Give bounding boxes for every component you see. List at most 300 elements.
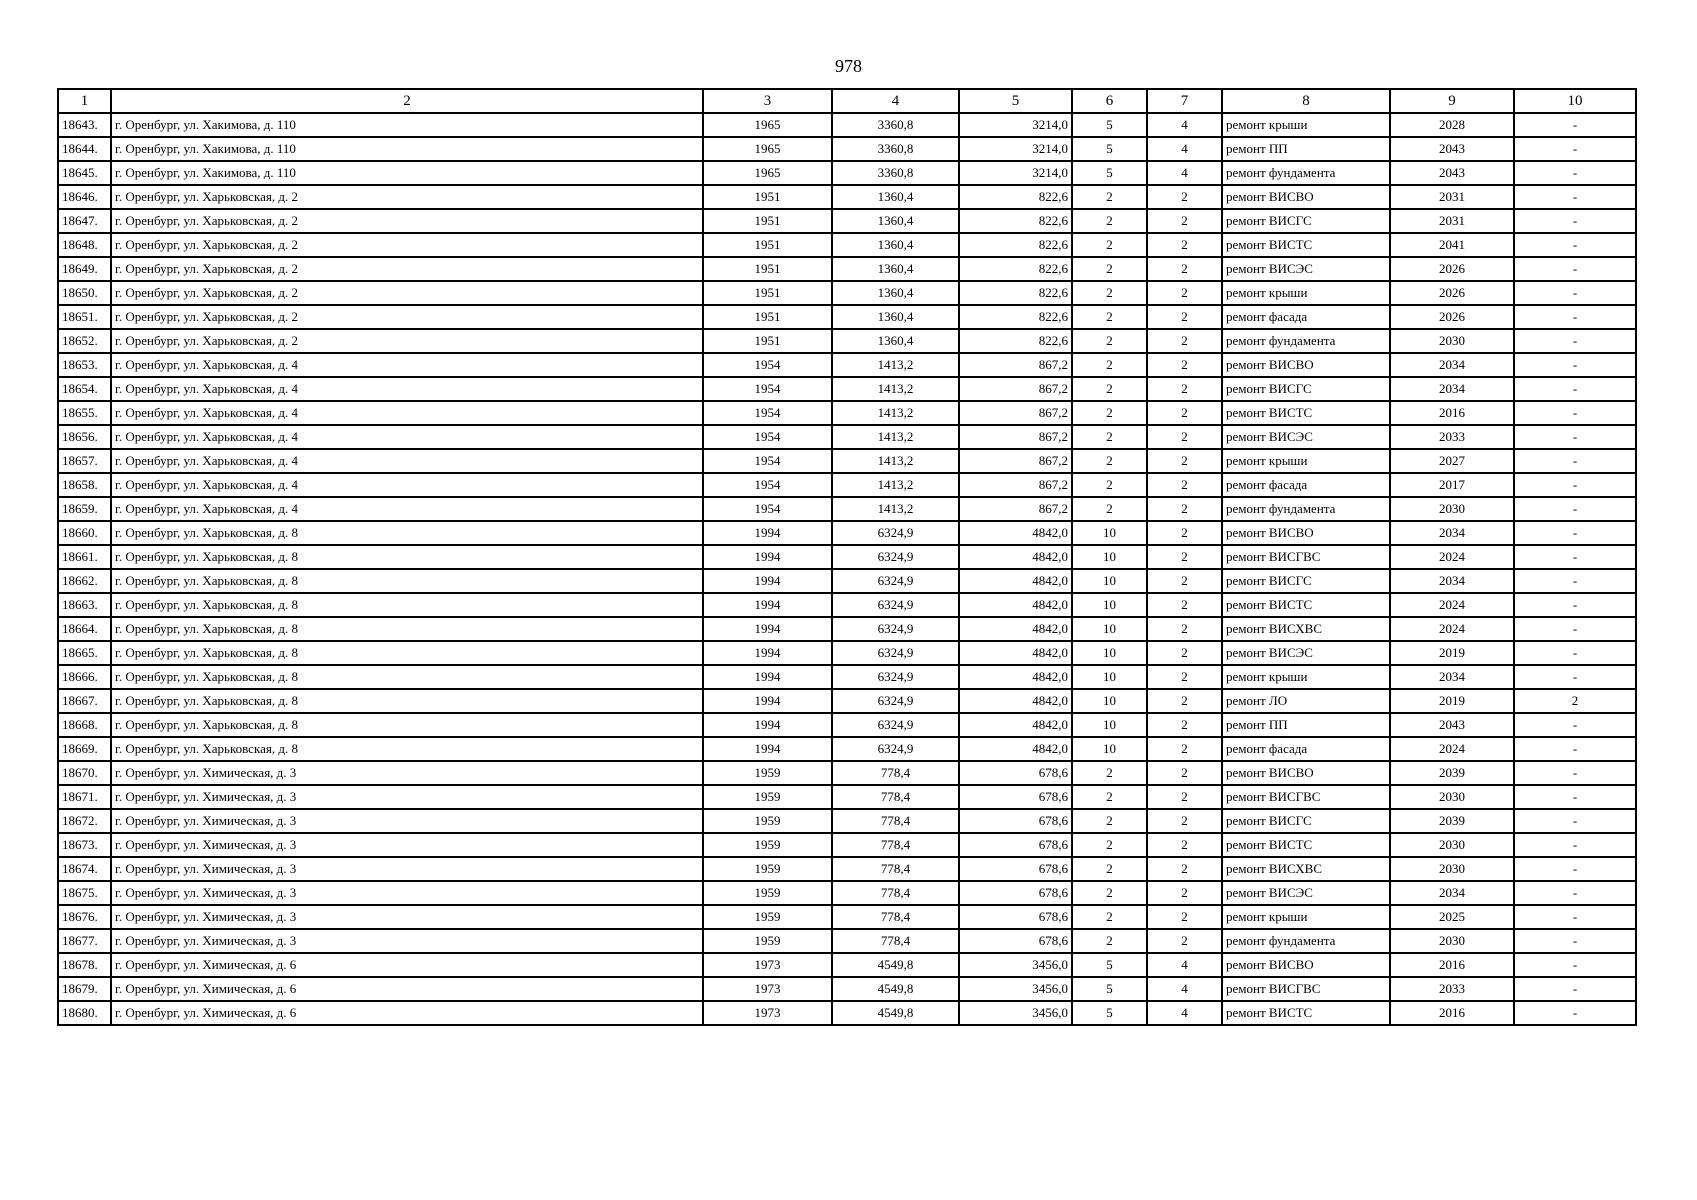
note-cell: - (1514, 1001, 1636, 1025)
row-number-cell: 18657. (58, 449, 111, 473)
living-area-cell: 678,6 (959, 857, 1072, 881)
floors-cell: 2 (1072, 185, 1147, 209)
address-cell: г. Оренбург, ул. Харьковская, д. 8 (111, 569, 703, 593)
planned-year-cell: 2026 (1390, 305, 1514, 329)
row-number-cell: 18673. (58, 833, 111, 857)
work-type-cell: ремонт крыши (1222, 449, 1390, 473)
address-cell: г. Оренбург, ул. Химическая, д. 3 (111, 929, 703, 953)
address-cell: г. Оренбург, ул. Харьковская, д. 2 (111, 185, 703, 209)
row-number-cell: 18667. (58, 689, 111, 713)
work-type-cell: ремонт ВИСГВС (1222, 545, 1390, 569)
work-type-cell: ремонт ВИСГС (1222, 377, 1390, 401)
floors-cell: 5 (1072, 161, 1147, 185)
planned-year-cell: 2024 (1390, 617, 1514, 641)
table-row (58, 425, 1636, 449)
table-row (58, 689, 1636, 713)
floors-cell: 2 (1072, 881, 1147, 905)
row-number-cell: 18679. (58, 977, 111, 1001)
planned-year-cell: 2033 (1390, 977, 1514, 1001)
total-area-cell: 4549,8 (832, 1001, 959, 1025)
work-type-cell: ремонт ВИСТС (1222, 593, 1390, 617)
planned-year-cell: 2034 (1390, 353, 1514, 377)
floors-cell: 5 (1072, 977, 1147, 1001)
note-cell: - (1514, 233, 1636, 257)
total-area-cell: 6324,9 (832, 713, 959, 737)
table-row (58, 545, 1636, 569)
work-type-cell: ремонт ВИСТС (1222, 1001, 1390, 1025)
column-header: 3 (703, 89, 832, 113)
table-row (58, 569, 1636, 593)
total-area-cell: 1413,2 (832, 401, 959, 425)
table-row (58, 329, 1636, 353)
planned-year-cell: 2034 (1390, 521, 1514, 545)
address-cell: г. Оренбург, ул. Химическая, д. 6 (111, 977, 703, 1001)
planned-year-cell: 2043 (1390, 137, 1514, 161)
planned-year-cell: 2043 (1390, 713, 1514, 737)
living-area-cell: 822,6 (959, 257, 1072, 281)
year-built-cell: 1994 (703, 545, 832, 569)
floors-cell: 2 (1072, 905, 1147, 929)
table-row (58, 305, 1636, 329)
year-built-cell: 1959 (703, 809, 832, 833)
table-row (58, 185, 1636, 209)
entrances-cell: 2 (1147, 353, 1222, 377)
year-built-cell: 1994 (703, 737, 832, 761)
year-built-cell: 1994 (703, 617, 832, 641)
entrances-cell: 2 (1147, 617, 1222, 641)
planned-year-cell: 2030 (1390, 329, 1514, 353)
table-row (58, 905, 1636, 929)
note-cell: - (1514, 401, 1636, 425)
note-cell: - (1514, 353, 1636, 377)
planned-year-cell: 2034 (1390, 377, 1514, 401)
note-cell: 2 (1514, 689, 1636, 713)
entrances-cell: 4 (1147, 137, 1222, 161)
planned-year-cell: 2030 (1390, 785, 1514, 809)
table-row (58, 401, 1636, 425)
table-row (58, 257, 1636, 281)
note-cell: - (1514, 905, 1636, 929)
entrances-cell: 2 (1147, 833, 1222, 857)
planned-year-cell: 2017 (1390, 473, 1514, 497)
table-row (58, 881, 1636, 905)
work-type-cell: ремонт ВИСЭС (1222, 425, 1390, 449)
row-number-cell: 18666. (58, 665, 111, 689)
address-cell: г. Оренбург, ул. Харьковская, д. 4 (111, 497, 703, 521)
total-area-cell: 6324,9 (832, 617, 959, 641)
work-type-cell: ремонт ВИСВО (1222, 353, 1390, 377)
entrances-cell: 2 (1147, 209, 1222, 233)
address-cell: г. Оренбург, ул. Химическая, д. 3 (111, 761, 703, 785)
entrances-cell: 2 (1147, 233, 1222, 257)
entrances-cell: 2 (1147, 425, 1222, 449)
planned-year-cell: 2043 (1390, 161, 1514, 185)
living-area-cell: 678,6 (959, 881, 1072, 905)
planned-year-cell: 2030 (1390, 497, 1514, 521)
table-row (58, 977, 1636, 1001)
row-number-cell: 18646. (58, 185, 111, 209)
floors-cell: 10 (1072, 689, 1147, 713)
note-cell: - (1514, 545, 1636, 569)
planned-year-cell: 2039 (1390, 809, 1514, 833)
living-area-cell: 867,2 (959, 497, 1072, 521)
note-cell: - (1514, 881, 1636, 905)
floors-cell: 10 (1072, 713, 1147, 737)
planned-year-cell: 2024 (1390, 737, 1514, 761)
year-built-cell: 1965 (703, 113, 832, 137)
year-built-cell: 1954 (703, 449, 832, 473)
work-type-cell: ремонт фасада (1222, 305, 1390, 329)
row-number-cell: 18649. (58, 257, 111, 281)
address-cell: г. Оренбург, ул. Химическая, д. 6 (111, 1001, 703, 1025)
year-built-cell: 1994 (703, 569, 832, 593)
entrances-cell: 2 (1147, 905, 1222, 929)
entrances-cell: 2 (1147, 257, 1222, 281)
entrances-cell: 2 (1147, 737, 1222, 761)
note-cell: - (1514, 953, 1636, 977)
row-number-cell: 18652. (58, 329, 111, 353)
total-area-cell: 6324,9 (832, 521, 959, 545)
table-row (58, 449, 1636, 473)
planned-year-cell: 2019 (1390, 641, 1514, 665)
row-number-cell: 18658. (58, 473, 111, 497)
note-cell: - (1514, 617, 1636, 641)
planned-year-cell: 2034 (1390, 881, 1514, 905)
planned-year-cell: 2026 (1390, 257, 1514, 281)
note-cell: - (1514, 473, 1636, 497)
year-built-cell: 1994 (703, 641, 832, 665)
entrances-cell: 4 (1147, 1001, 1222, 1025)
total-area-cell: 1360,4 (832, 281, 959, 305)
total-area-cell: 6324,9 (832, 545, 959, 569)
floors-cell: 2 (1072, 281, 1147, 305)
table-row (58, 857, 1636, 881)
row-number-cell: 18664. (58, 617, 111, 641)
address-cell: г. Оренбург, ул. Харьковская, д. 8 (111, 617, 703, 641)
planned-year-cell: 2030 (1390, 857, 1514, 881)
column-number-row (58, 89, 1636, 113)
table-row (58, 1001, 1636, 1025)
year-built-cell: 1954 (703, 497, 832, 521)
floors-cell: 2 (1072, 497, 1147, 521)
work-type-cell: ремонт ВИСЭС (1222, 257, 1390, 281)
work-type-cell: ремонт ВИСТС (1222, 833, 1390, 857)
row-number-cell: 18653. (58, 353, 111, 377)
table-row (58, 377, 1636, 401)
floors-cell: 2 (1072, 809, 1147, 833)
row-number-cell: 18678. (58, 953, 111, 977)
address-cell: г. Оренбург, ул. Харьковская, д. 4 (111, 425, 703, 449)
total-area-cell: 6324,9 (832, 593, 959, 617)
planned-year-cell: 2024 (1390, 545, 1514, 569)
entrances-cell: 2 (1147, 809, 1222, 833)
living-area-cell: 822,6 (959, 233, 1072, 257)
year-built-cell: 1959 (703, 833, 832, 857)
table-row (58, 209, 1636, 233)
work-type-cell: ремонт ПП (1222, 713, 1390, 737)
entrances-cell: 2 (1147, 713, 1222, 737)
entrances-cell: 2 (1147, 449, 1222, 473)
floors-cell: 5 (1072, 137, 1147, 161)
living-area-cell: 3456,0 (959, 977, 1072, 1001)
floors-cell: 2 (1072, 329, 1147, 353)
work-type-cell: ремонт крыши (1222, 665, 1390, 689)
year-built-cell: 1959 (703, 857, 832, 881)
work-type-cell: ремонт ПП (1222, 137, 1390, 161)
table-row (58, 521, 1636, 545)
row-number-cell: 18648. (58, 233, 111, 257)
address-cell: г. Оренбург, ул. Хакимова, д. 110 (111, 137, 703, 161)
entrances-cell: 2 (1147, 521, 1222, 545)
row-number-cell: 18670. (58, 761, 111, 785)
column-header: 7 (1147, 89, 1222, 113)
living-area-cell: 4842,0 (959, 665, 1072, 689)
entrances-cell: 2 (1147, 281, 1222, 305)
row-number-cell: 18675. (58, 881, 111, 905)
column-header: 5 (959, 89, 1072, 113)
note-cell: - (1514, 833, 1636, 857)
address-cell: г. Оренбург, ул. Харьковская, д. 2 (111, 257, 703, 281)
year-built-cell: 1954 (703, 401, 832, 425)
total-area-cell: 1360,4 (832, 257, 959, 281)
address-cell: г. Оренбург, ул. Харьковская, д. 2 (111, 209, 703, 233)
note-cell: - (1514, 497, 1636, 521)
living-area-cell: 867,2 (959, 401, 1072, 425)
address-cell: г. Оренбург, ул. Харьковская, д. 4 (111, 449, 703, 473)
entrances-cell: 2 (1147, 569, 1222, 593)
entrances-cell: 2 (1147, 761, 1222, 785)
address-cell: г. Оренбург, ул. Харьковская, д. 2 (111, 329, 703, 353)
year-built-cell: 1994 (703, 521, 832, 545)
address-cell: г. Оренбург, ул. Харьковская, д. 4 (111, 473, 703, 497)
note-cell: - (1514, 425, 1636, 449)
total-area-cell: 4549,8 (832, 953, 959, 977)
year-built-cell: 1954 (703, 425, 832, 449)
planned-year-cell: 2033 (1390, 425, 1514, 449)
total-area-cell: 1413,2 (832, 449, 959, 473)
living-area-cell: 4842,0 (959, 617, 1072, 641)
entrances-cell: 2 (1147, 473, 1222, 497)
table-row (58, 665, 1636, 689)
living-area-cell: 3456,0 (959, 1001, 1072, 1025)
living-area-cell: 822,6 (959, 185, 1072, 209)
note-cell: - (1514, 257, 1636, 281)
floors-cell: 2 (1072, 929, 1147, 953)
table-row (58, 161, 1636, 185)
floors-cell: 5 (1072, 953, 1147, 977)
row-number-cell: 18669. (58, 737, 111, 761)
row-number-cell: 18672. (58, 809, 111, 833)
column-header: 10 (1514, 89, 1636, 113)
living-area-cell: 3214,0 (959, 113, 1072, 137)
floors-cell: 10 (1072, 737, 1147, 761)
living-area-cell: 3214,0 (959, 161, 1072, 185)
column-header: 6 (1072, 89, 1147, 113)
entrances-cell: 2 (1147, 401, 1222, 425)
total-area-cell: 1360,4 (832, 209, 959, 233)
planned-year-cell: 2031 (1390, 185, 1514, 209)
planned-year-cell: 2026 (1390, 281, 1514, 305)
work-type-cell: ремонт ВИСГВС (1222, 785, 1390, 809)
year-built-cell: 1959 (703, 881, 832, 905)
living-area-cell: 867,2 (959, 473, 1072, 497)
floors-cell: 2 (1072, 305, 1147, 329)
note-cell: - (1514, 329, 1636, 353)
address-cell: г. Оренбург, ул. Харьковская, д. 8 (111, 641, 703, 665)
address-cell: г. Оренбург, ул. Харьковская, д. 4 (111, 401, 703, 425)
entrances-cell: 2 (1147, 329, 1222, 353)
total-area-cell: 1413,2 (832, 377, 959, 401)
floors-cell: 10 (1072, 641, 1147, 665)
total-area-cell: 1360,4 (832, 305, 959, 329)
planned-year-cell: 2039 (1390, 761, 1514, 785)
floors-cell: 10 (1072, 593, 1147, 617)
total-area-cell: 1413,2 (832, 497, 959, 521)
address-cell: г. Оренбург, ул. Хакимова, д. 110 (111, 161, 703, 185)
year-built-cell: 1965 (703, 161, 832, 185)
row-number-cell: 18650. (58, 281, 111, 305)
total-area-cell: 778,4 (832, 809, 959, 833)
floors-cell: 2 (1072, 449, 1147, 473)
work-type-cell: ремонт ЛО (1222, 689, 1390, 713)
row-number-cell: 18661. (58, 545, 111, 569)
work-type-cell: ремонт фундамента (1222, 497, 1390, 521)
living-area-cell: 3214,0 (959, 137, 1072, 161)
row-number-cell: 18662. (58, 569, 111, 593)
work-type-cell: ремонт ВИСВО (1222, 761, 1390, 785)
floors-cell: 5 (1072, 1001, 1147, 1025)
living-area-cell: 4842,0 (959, 737, 1072, 761)
row-number-cell: 18647. (58, 209, 111, 233)
floors-cell: 2 (1072, 785, 1147, 809)
planned-year-cell: 2016 (1390, 1001, 1514, 1025)
note-cell: - (1514, 665, 1636, 689)
year-built-cell: 1954 (703, 353, 832, 377)
planned-year-cell: 2031 (1390, 209, 1514, 233)
year-built-cell: 1951 (703, 209, 832, 233)
living-area-cell: 4842,0 (959, 545, 1072, 569)
year-built-cell: 1965 (703, 137, 832, 161)
column-header: 1 (58, 89, 111, 113)
entrances-cell: 2 (1147, 857, 1222, 881)
floors-cell: 2 (1072, 857, 1147, 881)
floors-cell: 5 (1072, 113, 1147, 137)
address-cell: г. Оренбург, ул. Харьковская, д. 8 (111, 521, 703, 545)
entrances-cell: 2 (1147, 377, 1222, 401)
address-cell: г. Оренбург, ул. Харьковская, д. 2 (111, 233, 703, 257)
entrances-cell: 4 (1147, 953, 1222, 977)
total-area-cell: 778,4 (832, 929, 959, 953)
note-cell: - (1514, 569, 1636, 593)
table-row (58, 809, 1636, 833)
address-cell: г. Оренбург, ул. Харьковская, д. 8 (111, 689, 703, 713)
living-area-cell: 4842,0 (959, 569, 1072, 593)
note-cell: - (1514, 761, 1636, 785)
entrances-cell: 2 (1147, 785, 1222, 809)
address-cell: г. Оренбург, ул. Химическая, д. 3 (111, 833, 703, 857)
total-area-cell: 6324,9 (832, 737, 959, 761)
table-row (58, 353, 1636, 377)
total-area-cell: 778,4 (832, 881, 959, 905)
year-built-cell: 1951 (703, 257, 832, 281)
table-body (58, 113, 1636, 1025)
note-cell: - (1514, 449, 1636, 473)
address-cell: г. Оренбург, ул. Химическая, д. 6 (111, 953, 703, 977)
work-type-cell: ремонт ВИСВО (1222, 953, 1390, 977)
planned-year-cell: 2016 (1390, 953, 1514, 977)
total-area-cell: 6324,9 (832, 641, 959, 665)
table-row (58, 761, 1636, 785)
floors-cell: 2 (1072, 761, 1147, 785)
note-cell: - (1514, 593, 1636, 617)
entrances-cell: 2 (1147, 665, 1222, 689)
planned-year-cell: 2016 (1390, 401, 1514, 425)
work-type-cell: ремонт ВИСХВС (1222, 617, 1390, 641)
work-type-cell: ремонт крыши (1222, 905, 1390, 929)
column-header: 8 (1222, 89, 1390, 113)
table-row (58, 593, 1636, 617)
living-area-cell: 4842,0 (959, 713, 1072, 737)
row-number-cell: 18654. (58, 377, 111, 401)
note-cell: - (1514, 809, 1636, 833)
floors-cell: 10 (1072, 617, 1147, 641)
address-cell: г. Оренбург, ул. Харьковская, д. 8 (111, 545, 703, 569)
work-type-cell: ремонт фундамента (1222, 161, 1390, 185)
work-type-cell: ремонт ВИСЭС (1222, 641, 1390, 665)
total-area-cell: 3360,8 (832, 161, 959, 185)
table-row (58, 281, 1636, 305)
entrances-cell: 4 (1147, 977, 1222, 1001)
entrances-cell: 4 (1147, 161, 1222, 185)
entrances-cell: 2 (1147, 929, 1222, 953)
note-cell: - (1514, 137, 1636, 161)
row-number-cell: 18671. (58, 785, 111, 809)
address-cell: г. Оренбург, ул. Хакимова, д. 110 (111, 113, 703, 137)
address-cell: г. Оренбург, ул. Харьковская, д. 2 (111, 305, 703, 329)
floors-cell: 2 (1072, 425, 1147, 449)
address-cell: г. Оренбург, ул. Харьковская, д. 8 (111, 737, 703, 761)
planned-year-cell: 2041 (1390, 233, 1514, 257)
living-area-cell: 822,6 (959, 209, 1072, 233)
entrances-cell: 4 (1147, 113, 1222, 137)
year-built-cell: 1951 (703, 305, 832, 329)
year-built-cell: 1951 (703, 329, 832, 353)
floors-cell: 2 (1072, 353, 1147, 377)
work-type-cell: ремонт крыши (1222, 281, 1390, 305)
planned-year-cell: 2028 (1390, 113, 1514, 137)
work-type-cell: ремонт фундамента (1222, 929, 1390, 953)
work-type-cell: ремонт ВИСВО (1222, 185, 1390, 209)
note-cell: - (1514, 281, 1636, 305)
work-type-cell: ремонт ВИСГС (1222, 209, 1390, 233)
table-row (58, 497, 1636, 521)
column-header: 4 (832, 89, 959, 113)
row-number-cell: 18655. (58, 401, 111, 425)
note-cell: - (1514, 113, 1636, 137)
year-built-cell: 1959 (703, 785, 832, 809)
total-area-cell: 1413,2 (832, 473, 959, 497)
floors-cell: 10 (1072, 545, 1147, 569)
note-cell: - (1514, 737, 1636, 761)
year-built-cell: 1994 (703, 713, 832, 737)
address-cell: г. Оренбург, ул. Химическая, д. 3 (111, 881, 703, 905)
total-area-cell: 1360,4 (832, 233, 959, 257)
floors-cell: 2 (1072, 233, 1147, 257)
living-area-cell: 822,6 (959, 329, 1072, 353)
living-area-cell: 4842,0 (959, 521, 1072, 545)
table-row (58, 137, 1636, 161)
planned-year-cell: 2030 (1390, 833, 1514, 857)
